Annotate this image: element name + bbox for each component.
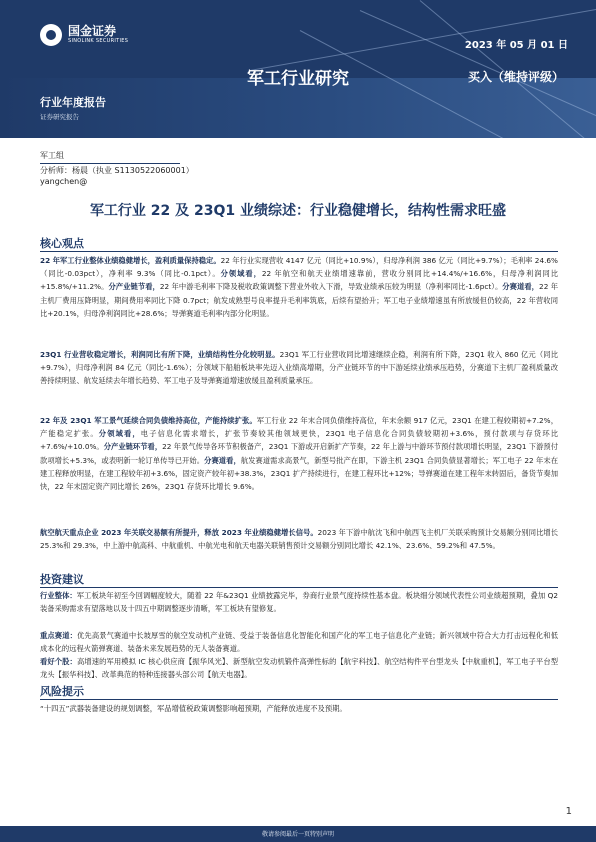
para-lead: 23Q1 行业营收稳定增长，利润同比有所下降，业绩结构性分化较明显。 xyxy=(40,350,280,359)
para-text: 高增速的军用模拟 IC 核心供应商【振华风光】、新型航空发动机锻件高弹性标的【航宇科技】、航空结构件平台型龙头【中航重机】，军工电子平台型龙头【振华科技】、改革典范的特种连接器头部公司【航天电器】。 xyxy=(40,657,559,680)
analyst-divider xyxy=(40,163,180,164)
para-lead: 行业整体： xyxy=(40,591,77,600)
brand-logo xyxy=(40,24,128,46)
para-text: 22 年行业实现营收 4147 亿元（同比+10.9%），归母净利润 386 亿元（同比+9.7%）；毛利率 24.6%（同比-0.03pct），净利率 9.3%（同比-0.1pct）。 xyxy=(40,256,558,279)
page-footer xyxy=(0,826,596,842)
para-lead: 分领域看， xyxy=(220,269,262,279)
para-text: 23Q1 军工行业营收同比增速继续企稳，利润有所下降，23Q1 收入 860 亿元（同比+9.7%），归母净利润 84 亿元（同比-1.6%）；分领域下船舶板块率先迈入业绩高增期，分产业链环节的中下游延续业绩承压趋势，分赛道下主机厂盈利质量改善持续明显、航发延续去年增长趋势、军工电子及导弹赛道增速放缓且盈利质量承压。 xyxy=(40,350,558,386)
para-text: 军工板块年初至今回调幅度较大，随着 22 年&23Q1 业绩披露完毕，券商行业景气度持续性基本盘。板块细分领域代表性公司业绩超预期，叠加 Q2 装备采购需求有望落地以及十四五中期调整逐步清晰，军工板块有望修复。 xyxy=(40,591,559,614)
section-rule xyxy=(40,699,558,700)
para-text: 电子信息化需求增长，扩张节奏较其他领域更快，23Q1 电子信息化合同负债较期初+3.6%，预付款项与存货环比+7.6%/+10.0%。 xyxy=(40,429,559,452)
para-lead: 分产业链节看， xyxy=(108,282,160,292)
analyst-info xyxy=(40,150,194,188)
para-lead: 重点赛道： xyxy=(40,631,78,640)
report-header xyxy=(0,0,596,138)
main-title: 军工行业 22 及 23Q1 业绩综述：行业稳健增长，结构性需求旺盛 xyxy=(89,203,507,219)
section-rule xyxy=(40,587,558,588)
paragraph-4 xyxy=(40,526,558,552)
section-title-core: 核心观点 xyxy=(40,237,84,250)
para-lead: 看好个股： xyxy=(40,657,77,666)
para-lead: 22 年及 23Q1 军工景气延续合同负债维持高位，产能持续扩张。 xyxy=(40,416,257,425)
paragraph-invest-3 xyxy=(40,655,558,681)
section-rule xyxy=(40,251,558,252)
analyst-line: 分析师：杨晨（执业 S1130522060001） xyxy=(40,165,194,175)
section-title-invest: 投资建议 xyxy=(40,573,84,586)
para-text: 22 年航空和航天业绩增速靠前，营收分别同比+14.4%/+16.6%，归母净利润同比+15.8%/+11.2%。 xyxy=(40,269,558,292)
paragraph-invest-1 xyxy=(40,589,558,615)
report-type: 行业年度报告 xyxy=(40,96,106,109)
report-date: 2023 年 05 月 01 日 xyxy=(464,40,568,51)
page-number: 1 xyxy=(565,806,572,817)
para-text: 航发赛道需求高景气，新型号批产在即，下游主机 23Q1 合同负债显著增长；军工电子 22 年末在建工程释放明显，在建工程较年初+3.6%，固定资产较年初+38.3%，23Q1 扩产持续进行，在建工程环比+12%；导弹赛道在建工程年末转固后，备货节奏加快，22 年末固定资产同比增长 26%，23Q1 存货环比增长 9.6%。 xyxy=(40,455,559,492)
brand-name: 国金证券 xyxy=(68,24,117,38)
analyst-email: yangchen@ xyxy=(40,177,88,186)
para-lead: 分领域看， xyxy=(98,429,141,439)
rating-badge: 买入（维持评级） xyxy=(467,70,564,84)
para-lead: 22 年军工行业整体业绩稳健增长，盈利质量保持稳定。 xyxy=(40,256,221,265)
paragraph-2 xyxy=(40,348,558,388)
brand-name-en: SINOLINK SECURITIES xyxy=(68,38,129,44)
para-text: “十四五”武器装备建设的规划调整，军品增值税政策调整影响超预期，产能释放进度不及预期。 xyxy=(40,704,347,713)
logo-icon xyxy=(40,24,62,46)
para-text: 军工行业 22 年末合同负债维持高位，年末余额 917 亿元，23Q1 在建工程较期初+7.2%，产能稳定扩张。 xyxy=(40,416,558,439)
footer-disclaimer: 敬请参阅最后一页特别声明 xyxy=(261,831,334,838)
paragraph-risk xyxy=(40,702,558,715)
para-lead: 分赛道看， xyxy=(204,455,241,465)
paragraph-3 xyxy=(40,414,558,493)
report-title: 军工行业研究 xyxy=(247,69,349,89)
para-text: 22 年景气传导各环节积极备产，23Q1 下游或开启新扩产节奏，22 年上游与中游环节预付款项增长明显，23Q1 下游预付款项增长+5.3%，或表明新一轮订单传导已开始。 xyxy=(40,442,559,465)
analyst-group: 军工组 xyxy=(40,151,64,160)
para-text: 22 年中游毛利率下降及税收政策调整下营业外收入下滑，导致业绩承压较为明显（净利率同比-1.6pct）。 xyxy=(159,282,503,292)
report-subtype: 证券研究报告 xyxy=(40,113,79,121)
para-text: 2023 年下游中航沈飞和中航西飞主机厂关联采购预计交易额分别同比增长 25.3%和 29.3%，中上游中航高科、中航重机、中航光电和航天电器关联销售预计交易额分别同比增长 42.1%、23.6%、59.2%和 47.5%。 xyxy=(40,528,558,551)
para-lead: 分赛道看， xyxy=(502,282,540,292)
para-lead: 分产业链环节看， xyxy=(103,442,163,452)
para-text: 22 年主机厂费用压降明显，期间费用率同比下降 0.7pct；航发成熟型号良率提升毛利率筑底，后续有望抬升；军工电子业绩增速虽有所放缓但仍较高，22 年营收同比+20.1%，归母净利润同比+28.6%；导弹赛道毛利率内部分化明显。 xyxy=(40,282,558,318)
paragraph-1 xyxy=(40,254,558,320)
para-lead: 航空航天重点企业 2023 年关联交易额有所提升，释放 2023 年业绩稳健增长信号。 xyxy=(40,528,318,537)
section-title-risk: 风险提示 xyxy=(40,685,84,698)
para-text: 优先高景气赛道中长坡厚雪的航空发动机产业链、受益于装备信息化智能化和国产化的军工电子信息化产业链；新兴领域中符合大力打击远程化和低成本化的远程火箭弹赛道、装备未来发展趋势的无人装备赛道。 xyxy=(40,631,559,654)
paragraph-invest-2 xyxy=(40,629,558,655)
